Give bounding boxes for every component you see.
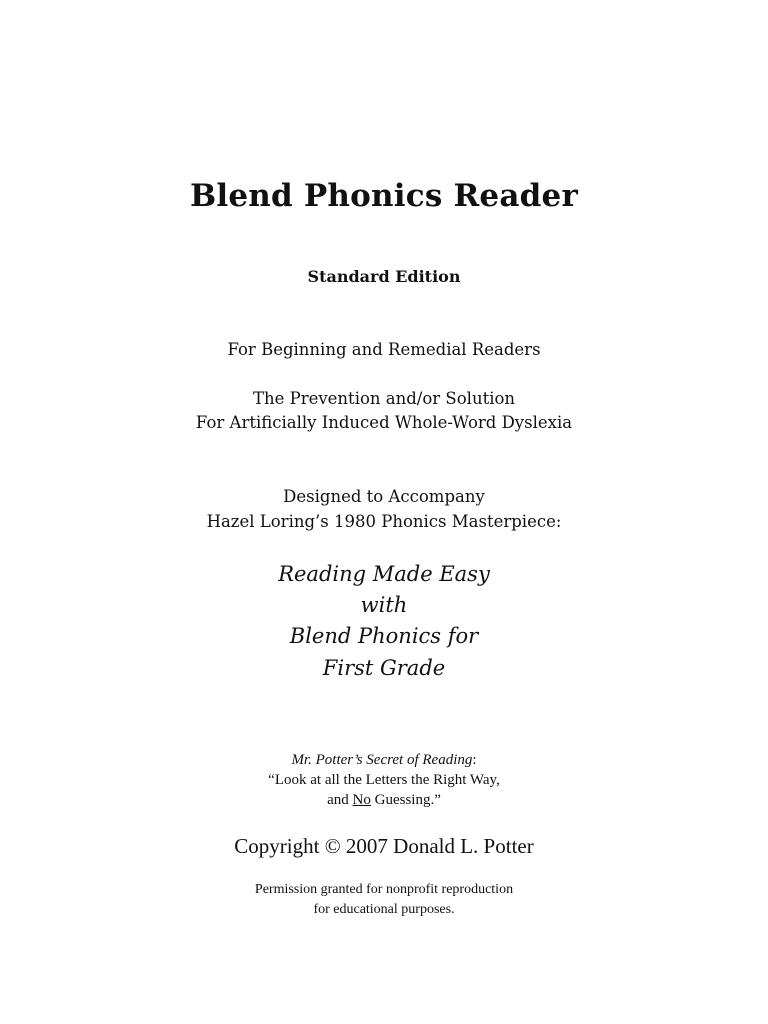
purpose-line-1: The Prevention and/or Solution bbox=[252, 389, 516, 408]
audience-line: For Beginning and Remedial Readers bbox=[227, 340, 541, 359]
quote-underlined-word: No bbox=[352, 792, 371, 808]
accompany-line-2: Hazel Loring’s 1980 Phonics Masterpiece: bbox=[206, 512, 562, 531]
book-title-line-4: First Grade bbox=[322, 656, 446, 680]
secret-quote-line-2 bbox=[0, 792, 768, 809]
purpose-line-2: For Artificially Induced Whole-Word Dyslexia bbox=[195, 413, 573, 432]
quote-pre: and bbox=[327, 792, 353, 808]
book-title-line-3: Blend Phonics for bbox=[289, 624, 479, 648]
copyright-notice: Copyright © 2007 Donald L. Potter bbox=[234, 834, 534, 858]
edition-label: Standard Edition bbox=[307, 267, 461, 286]
permission-line-1: Permission granted for nonprofit reproduction bbox=[254, 882, 514, 897]
secret-colon: : bbox=[472, 752, 477, 768]
permission-line-2: for educational purposes. bbox=[313, 902, 455, 917]
secret-quote-line-1: “Look at all the Letters the Right Way, bbox=[268, 772, 500, 788]
secret-heading bbox=[0, 752, 768, 769]
book-title-line-2: with bbox=[360, 593, 408, 617]
book-title-line-1: Reading Made Easy bbox=[278, 562, 490, 586]
page-title: Blend Phonics Reader bbox=[190, 178, 578, 214]
secret-label: Mr. Potter’s Secret of Reading bbox=[291, 752, 473, 768]
accompany-line-1: Designed to Accompany bbox=[283, 487, 485, 506]
quote-post: Guessing.” bbox=[370, 792, 441, 808]
